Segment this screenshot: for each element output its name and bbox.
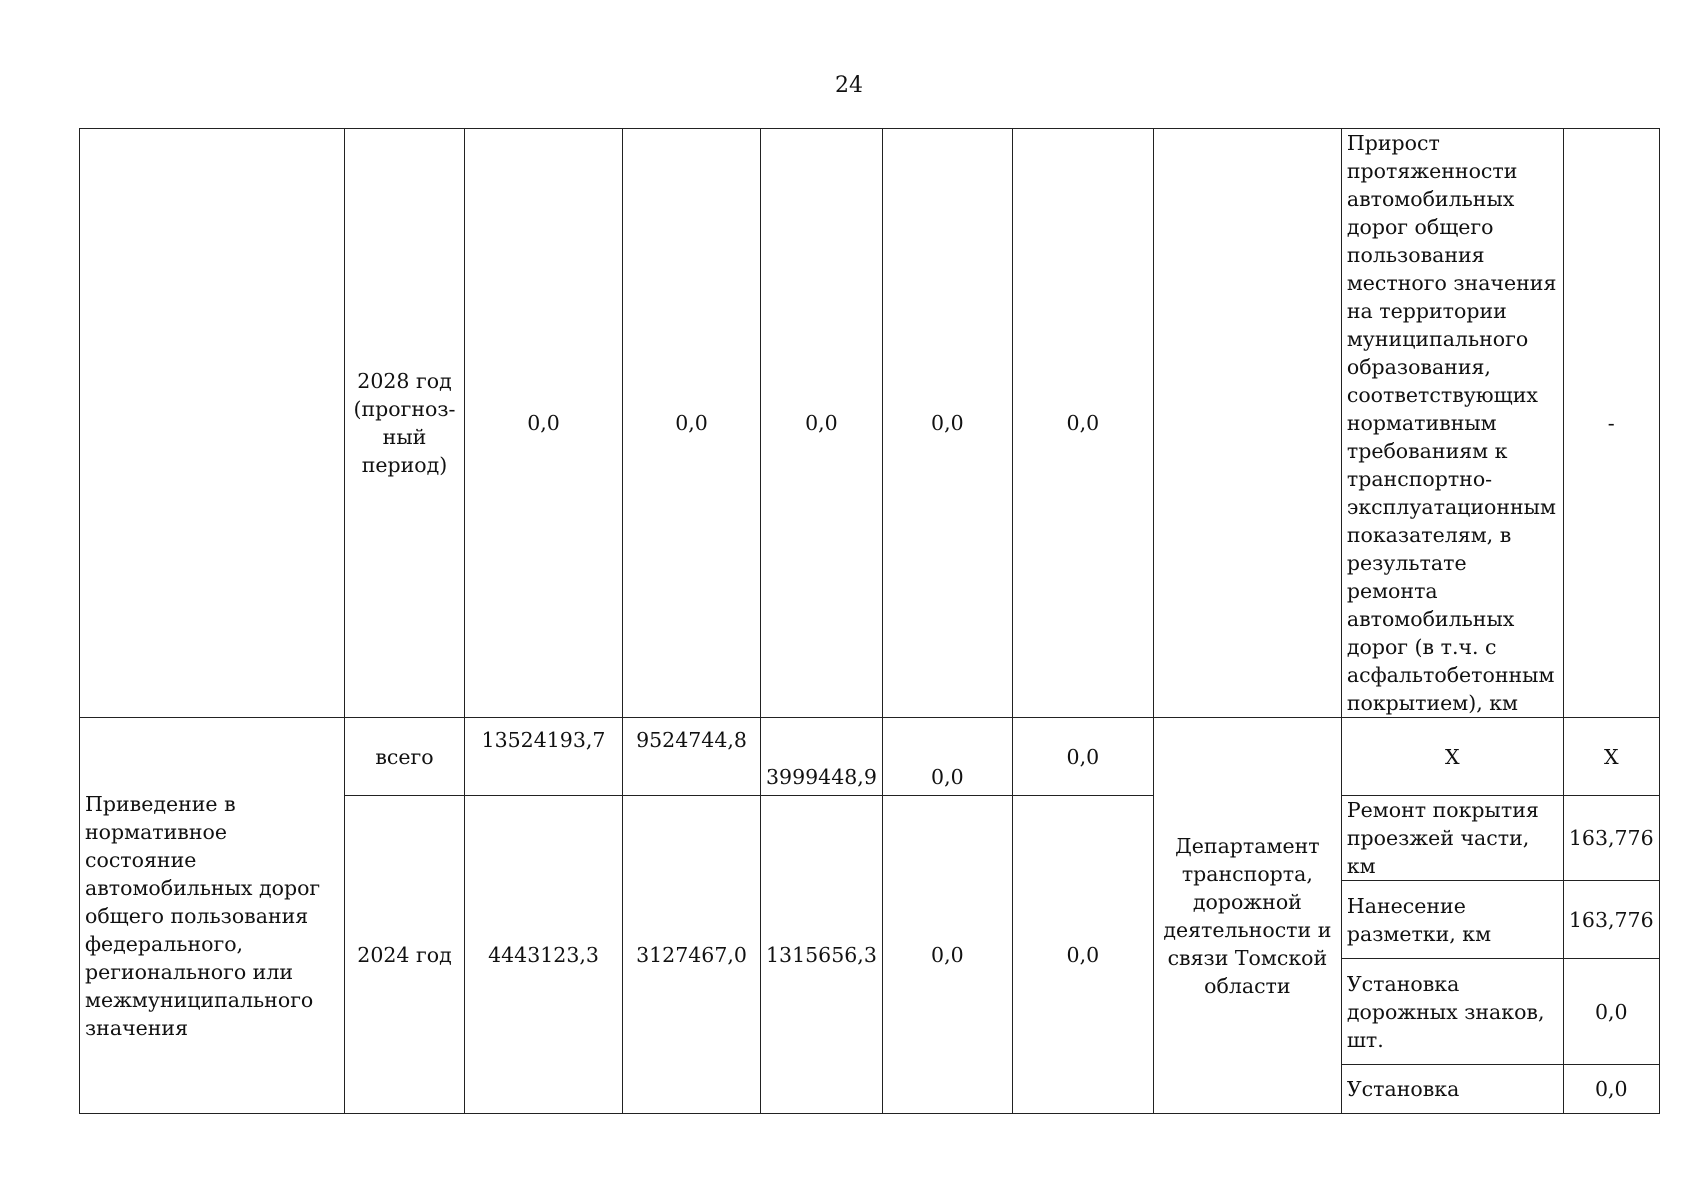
indicator-2028: Прирост протяженности автомобильных дорог общего пользования местного значения на территории муниципального образования, соответствующих нормативным требованиям к транспортно-эксплуатационным показателям, в результате ремонта автомобильных дорог (в т.ч. с асфальтобетонным покрытием), км: [1341, 129, 1563, 718]
value-other-2028: 0,0: [1012, 129, 1153, 718]
executor: Департамент транспорта, дорожной деятельности и связи Томской области: [1153, 718, 1341, 1114]
task-name-cell-empty: [80, 129, 345, 718]
value-total-2024: 4443123,3: [465, 796, 623, 1114]
program-table: [79, 128, 1660, 1114]
indicator-value-road-repair: 163,776: [1563, 796, 1659, 881]
indicator-installation: Установка: [1341, 1065, 1563, 1114]
value-regional-2024: 1315656,3: [761, 796, 883, 1114]
period-total: всего: [345, 718, 465, 796]
indicator-signs: Установка дорожных знаков, шт.: [1341, 959, 1563, 1065]
value-total-all: 13524193,7: [465, 718, 623, 796]
value-other-2024: 0,0: [1012, 796, 1153, 1114]
indicator-value-signs: 0,0: [1563, 959, 1659, 1065]
indicator-marking: Нанесение разметки, км: [1341, 881, 1563, 959]
value-regional-all: 3999448,9: [761, 718, 883, 796]
period-2024: 2024 год: [345, 796, 465, 1114]
indicator-total: Х: [1341, 718, 1563, 796]
table-row-total: [80, 718, 1660, 796]
executor-2028: [1153, 129, 1341, 718]
indicator-value-marking: 163,776: [1563, 881, 1659, 959]
value-local-2028: 0,0: [882, 129, 1012, 718]
indicator-road-repair: Ремонт покрытия проезжей части, км: [1341, 796, 1563, 881]
value-local-2024: 0,0: [882, 796, 1012, 1114]
indicator-value-total: Х: [1563, 718, 1659, 796]
value-other-all: 0,0: [1012, 718, 1153, 796]
value-total-2028: 0,0: [465, 129, 623, 718]
value-regional-2028: 0,0: [761, 129, 883, 718]
page-number: 24: [835, 73, 863, 98]
table-row-2028: [80, 129, 1660, 718]
value-local-all: 0,0: [882, 718, 1012, 796]
indicator-value-installation: 0,0: [1563, 1065, 1659, 1114]
task-name: Приведение в нормативное состояние автомобильных дорог общего пользования федерального, регионального или межмуниципального значения: [80, 718, 345, 1114]
value-federal-all: 9524744,8: [623, 718, 761, 796]
indicator-value-2028: -: [1563, 129, 1659, 718]
period-2028: 2028 год (прогноз-ный период): [345, 129, 465, 718]
value-federal-2024: 3127467,0: [623, 796, 761, 1114]
value-federal-2028: 0,0: [623, 129, 761, 718]
